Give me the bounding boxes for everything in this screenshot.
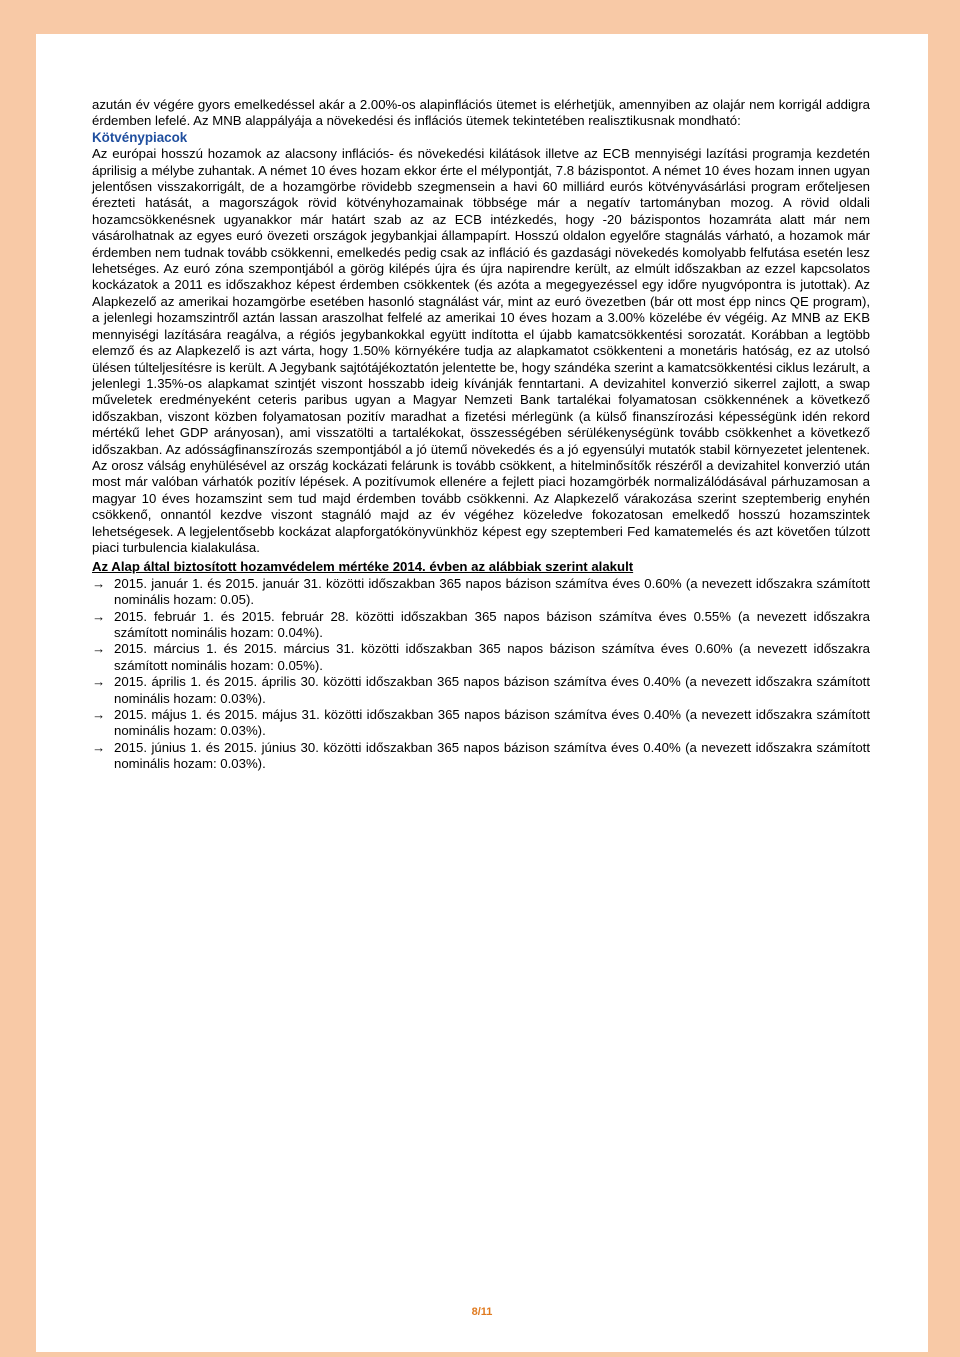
- document-page: [36, 34, 928, 1352]
- protection-list: [92, 576, 870, 773]
- list-item: [92, 707, 870, 740]
- arrow-right-icon: →: [92, 575, 106, 591]
- list-item-text: 2015. február 1. és 2015. február 28. közötti időszakban 365 napos bázison számítva éves 0.55% (a nevezett időszakra számított nominális hozam: 0.04%).: [114, 608, 870, 640]
- section-heading-bonds: Kötvénypiacok: [92, 129, 188, 145]
- list-item: [92, 641, 870, 674]
- arrow-right-icon: →: [92, 739, 106, 755]
- list-item-text: 2015. március 1. és 2015. március 31. közötti időszakban 365 napos bázison számítva éves 0.60% (a nevezett időszakra számított nominális hozam: 0.05%).: [114, 641, 870, 673]
- bonds-paragraph: Az európai hosszú hozamok az alacsony inflációs- és növekedési kilátások illetve az ECB mennyiségi lazítási programja kezdetén áprilisig a mélybe zuhantak. A német 10 éves hozam ekkor érte el mélypontját, 7.8 bázispontot. A német 10 éves hozam innen ugyan jelentősen visszakorrigált, de a hozamgörbe rövidebb szegmensein a havi 60 milliárd eurós kötvényvásárlási program erőteljesen érezteti hatását, a magországok rövid kötvényhozamainak többsége már a negatív tartományban mozog. A rövid oldali hozamcsökkenésnek ugyanakkor már határt szab az az ECB intézkedés, hogy -20 bázispontos hozamráta alatt már nem vásárolhatnak az egyes euró övezeti országok jegybankjai állampapírt. Hosszú oldalon egyelőre stagnálás várható, a hozamok már érdemben nem tudnak tovább csökkenni, emelkedés pedig csak az infláció és gazdasági növekedés komolyabb felfutása esetén lesz lehetséges. Az euró zóna szempontjából a görög kilépés újra és újra napirendre került, az elmúlt időszakban az ezzel kapcsolatos kockázatok a 2011 es időszakhoz képest érdemben csökkentek (és azóta a megegyezéssel egy időre nyugvópontra is jutottak). Az Alapkezelő az amerikai hozamgörbe esetében hasonló stagnálást vár, mint az euró övezetben (bár ott most épp nincs QE program), a jelenlegi hozamszintről aztán lassan araszolhat felfelé az amerikai 10 éves hozam a 3.00% közelébe év végéig. Az MNB az EKB mennyiségi lazítására reagálva, a régiós jegybankokkal együtt indította el újabb kamatcsökkentési sorozatát. Korábban a legtöbb elemző és az Alapkezelő is azt várta, hogy 1.50% környékére tudja az alapkamatot csökkenteni a monetáris hatóság, ez az utolsó ülésen túlteljesítésre is került. A Jegybank sajtótájékoztatón jelentette be, hogy szándéka szerint a kamatcsökkentési ciklus lezárult, a jelenlegi 1.35%-os alapkamat szintjét viszont hosszabb ideig kívánják fenntartani. A devizahitel konverzió sikerrel zajlott, a swap műveletek eredményeként ceteris paribus ugyan a Magyar Nemzeti Bank tartalékai folyamatosan csökkennének a következő időszakban, viszont közben folyamatosan pozitív maradhat a fizetési mérlegünk (a külső finanszírozási képességünk idén rekord mértékű lehet GDP arányosan), ami visszatölti a tartalékokat, összességében sérülékenységünk tovább csökkenhet a következő időszakban. Az adósságfinanszírozás szempontjából a jó ütemű növekedés és a jó egyensúlyi mutatók stabil környezetet jelentenek. Az orosz válság enyhülésével az ország kockázati felárunk is tovább csökkent, a hitelminősítők részéről a devizahitel konverzió után most már valóban várhatók pozitív lépések. A pozitívumok ellenére a fejlett piaci hozamgörbék normalizálódásával párhuzamosan a magyar 10 éves hozamszint sem tud majd érdemben tovább csökkenni. Az Alapkezelő várakozása szerint szeptemberig enyhén csökkenő, onnantól kezdve viszont stagnáló majd az év végéhez közeledve fokozatosan emelkedő hosszú hozamszintek lehetségesek. A legjelentősebb kockázat alapforgatókönyvünkhöz képest egy szeptemberi Fed kamatemelés és azt követően túlzott piaci turbulencia kialakulása.: [92, 146, 870, 555]
- arrow-right-icon: →: [92, 707, 106, 723]
- list-item-text: 2015. május 1. és 2015. május 31. közötti időszakban 365 napos bázison számítva éves 0.40% (a nevezett időszakra számított nominális hozam: 0.03%).: [114, 707, 870, 739]
- list-item: [92, 609, 870, 642]
- list-item-text: 2015. január 1. és 2015. január 31. közötti időszakban 365 napos bázison számítva éves 0.60% (a nevezett időszakra számított nominális hozam: 0.05).: [114, 575, 870, 608]
- list-item-text: 2015. április 1. és 2015. április 30. közötti időszakban 365 napos bázison számítva éves 0.40% (a nevezett időszakra számított nominális hozam: 0.03%).: [114, 674, 870, 706]
- page-number: 8/11: [471, 1306, 493, 1318]
- list-item: [92, 674, 870, 707]
- list-item: [92, 740, 870, 773]
- arrow-right-icon: →: [92, 674, 106, 690]
- list-item-text: 2015. június 1. és 2015. június 30. közötti időszakban 365 napos bázison számítva éves 0.40% (a nevezett időszakra számított nominális hozam: 0.03%).: [114, 739, 870, 772]
- page-content: [92, 97, 870, 773]
- arrow-right-icon: →: [92, 608, 106, 624]
- protection-title: Az Alap által biztosított hozamvédelem mértéke 2014. évben az alábbiak szerint alakult: [92, 559, 634, 575]
- list-item: [92, 576, 870, 609]
- intro-paragraph: azután év végére gyors emelkedéssel akár a 2.00%-os alapinflációs ütemet is elérhetjük, amennyiben az olajár nem korrigál addigra érdemben lefelé. Az MNB alappályája a növekedési és inflációs ütemek tekintetében realisztikusnak mondható:: [92, 97, 870, 129]
- arrow-right-icon: →: [92, 641, 106, 657]
